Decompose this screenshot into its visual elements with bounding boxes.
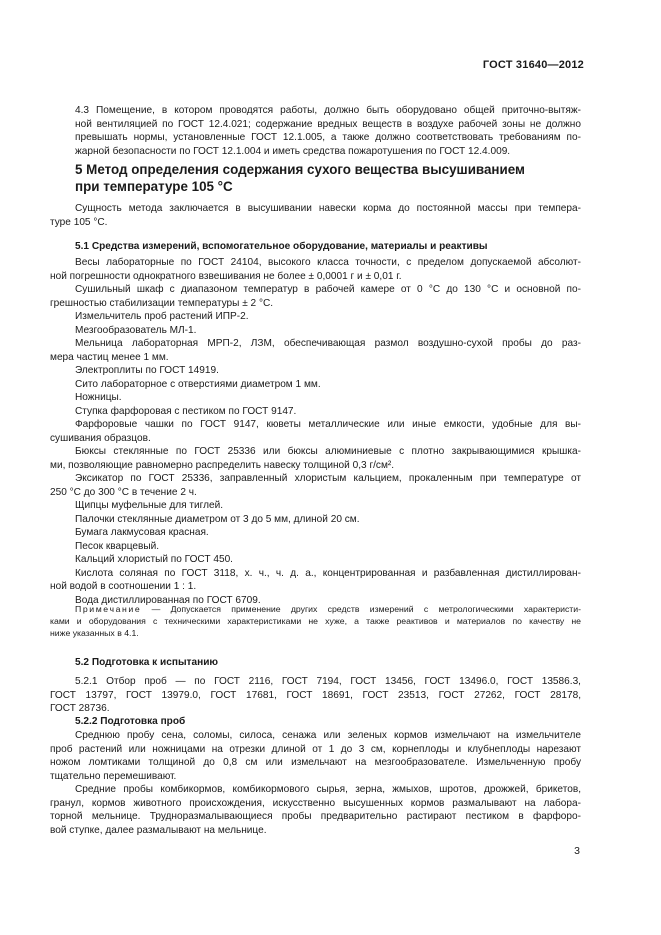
prep-paragraph-1 bbox=[50, 729, 581, 783]
paragraph-4-3 bbox=[75, 104, 581, 158]
text-line: Средние пробы комбикормов, комбикормового сырья, зерна, жмыхов, шротов, дрожжей, брикетов, bbox=[75, 784, 581, 795]
equipment-list-line: ной погрешности однократного взвешивания не более ± 0,0001 г и ± 0,01 г. bbox=[50, 270, 402, 282]
prep-paragraph-2 bbox=[50, 783, 581, 837]
section-5-2-title-block bbox=[75, 656, 581, 670]
text-line: вой ступке, далее размалывают на мельнице. bbox=[50, 824, 267, 836]
equipment-list-line: Кислота соляная по ГОСТ 3118, х. ч., ч. д. а., концентрированная и разбавленная дистиллирован- bbox=[75, 567, 581, 579]
equipment-list-line: Песок кварцевый. bbox=[75, 540, 160, 552]
text-line: Сущность метода заключается в высушивании навески корма до постоянной массы при темпера- bbox=[75, 203, 581, 214]
equipment-list-line: Палочки стеклянные диаметром от 3 до 5 мм, длиной 20 см. bbox=[75, 513, 360, 525]
note-line bbox=[50, 603, 581, 615]
equipment-list-line: мера частиц менее 1 мм. bbox=[50, 351, 169, 363]
note-label: Примечание bbox=[75, 604, 142, 614]
page-number: 3 bbox=[574, 845, 580, 857]
note-text: Допускается применение других средств измерений с метрологическими характеристи- bbox=[170, 604, 582, 614]
text-line: тщательно перемешивают. bbox=[50, 770, 177, 782]
equipment-list-line: Ножницы. bbox=[75, 392, 122, 403]
equipment-list-line: Мезгообразователь МЛ-1. bbox=[75, 324, 197, 336]
note-block bbox=[50, 603, 581, 639]
section-5-1-title: 5.1 Средства измерений, вспомогательное оборудование, материалы и реактивы bbox=[75, 241, 488, 252]
text-line: ГОСТ 13797, ГОСТ 13979.0, ГОСТ 17681, ГОСТ 18691, ГОСТ 23513, ГОСТ 27262, ГОСТ 28178, bbox=[50, 689, 581, 701]
heading-line: 5 Метод определения содержания сухого вещества высушиванием bbox=[75, 162, 525, 177]
note-dash: — bbox=[141, 604, 171, 614]
equipment-list-line: ной водой в соотношении 1 : 1. bbox=[50, 581, 197, 592]
equipment-list-line: Эксикатор по ГОСТ 25336, заправленный хлористым кальцием, прокаленным при температуре от bbox=[75, 473, 581, 484]
prep-title: 5.2.2 Подготовка проб bbox=[75, 716, 186, 727]
equipment-list-line: Измельчитель проб растений ИПР-2. bbox=[75, 311, 249, 322]
heading-line: при температуре 105 °С bbox=[75, 179, 233, 194]
equipment-list-line: Кальций хлористый по ГОСТ 450. bbox=[75, 554, 233, 565]
text-line: превышать нормы, установленные ГОСТ 12.1.005, а также должно соответствовать требованиям по- bbox=[75, 132, 581, 143]
text-line: жарной безопасности по ГОСТ 12.1.004 и иметь средства пожаротушения по ГОСТ 12.4.009. bbox=[75, 145, 511, 157]
section-5-2-title: 5.2 Подготовка к испытанию bbox=[75, 657, 219, 668]
equipment-list-line: Весы лабораторные по ГОСТ 24104, высокого класса точности, с пределом допускаемой абсолют- bbox=[75, 257, 581, 268]
equipment-list-line: Электроплиты по ГОСТ 14919. bbox=[75, 365, 219, 376]
text-line: ножом ломтиками толщиной до 0,8 см или измельчают на мезгообразователе. Измельченную пробу bbox=[50, 757, 581, 768]
standard-code: ГОСТ 31640—2012 bbox=[482, 59, 584, 71]
equipment-list bbox=[50, 256, 581, 607]
equipment-list-line: Сито лабораторное с отверстиями диаметром 1 мм. bbox=[75, 378, 321, 390]
equipment-list-line: сушивания образцов. bbox=[50, 432, 151, 444]
prep-title-block bbox=[75, 715, 581, 729]
equipment-list-line: Бюксы стеклянные по ГОСТ 25336 или бюксы алюминиевые с плотно закрывающимися крышка- bbox=[75, 446, 581, 457]
text-line: туре 105 °С. bbox=[50, 216, 108, 228]
text-line: ной вентиляцией по ГОСТ 12.4.021; содержание вредных веществ в воздухе рабочей зоны не должно bbox=[75, 118, 581, 130]
equipment-list-line: ми, позволяющие равномерно распределить навеску толщиной 0,3 г/см². bbox=[50, 459, 395, 471]
text-line: 5.2.1 Отбор проб — по ГОСТ 2116, ГОСТ 7194, ГОСТ 13456, ГОСТ 13496.0, ГОСТ 13586.3, bbox=[75, 676, 581, 687]
section-5-1-title-block bbox=[75, 240, 581, 254]
method-essence bbox=[50, 202, 581, 229]
note-line: ками и оборудования с техническими характеристиками не хуже, а также реактивов и материалов по качеству не bbox=[50, 616, 581, 626]
equipment-list-line: Сушильный шкаф с диапазоном температур в рабочей камере от 0 °С до 130 °С и основной по- bbox=[75, 284, 581, 295]
text-line: гранул, кормов животного происхождения, искусственно высушенных кормов размалывают на лабора- bbox=[50, 797, 581, 809]
equipment-list-line: Щипцы муфельные для тиглей. bbox=[75, 500, 224, 511]
section-5-heading bbox=[75, 161, 581, 195]
equipment-list-line: Бумага лакмусовая красная. bbox=[75, 527, 209, 538]
equipment-list-line: 250 °С до 300 °С в течение 2 ч. bbox=[50, 486, 197, 498]
text-line: 4.3 Помещение, в котором проводятся работы, должно быть оборудовано общей приточно-вытяж- bbox=[75, 105, 581, 116]
text-line: торной мельнице. Трудноразмалывающиеся пробы предварительно растирают пестиком в фарфоро- bbox=[50, 811, 581, 822]
equipment-list-line: грешностью стабилизации температуры ± 2 °С. bbox=[50, 297, 274, 309]
text-line: Среднюю пробу сена, соломы, силоса, сенажа или зеленых кормов измельчают на измельчителе bbox=[75, 730, 581, 741]
equipment-list-line: Вода дистиллированная по ГОСТ 6709. bbox=[75, 594, 261, 606]
equipment-list-line: Ступка фарфоровая с пестиком по ГОСТ 9147. bbox=[75, 405, 297, 417]
sampling-paragraph bbox=[50, 675, 581, 716]
note-line: ниже указанных в 4.1. bbox=[50, 628, 139, 638]
equipment-list-line: Мельница лабораторная МРП-2, ЛЗМ, обеспечивающая размол воздушно-сухой пробы до раз- bbox=[75, 338, 581, 349]
text-line: проб растений или ножницами на отрезки длиной от 1 до 3 см, корнеплоды и клубнеплоды нарезают bbox=[50, 743, 581, 755]
equipment-list-line: Фарфоровые чашки по ГОСТ 9147, кюветы металлические или иные емкости, удобные для вы- bbox=[75, 419, 581, 430]
text-line: ГОСТ 28736. bbox=[50, 703, 110, 714]
